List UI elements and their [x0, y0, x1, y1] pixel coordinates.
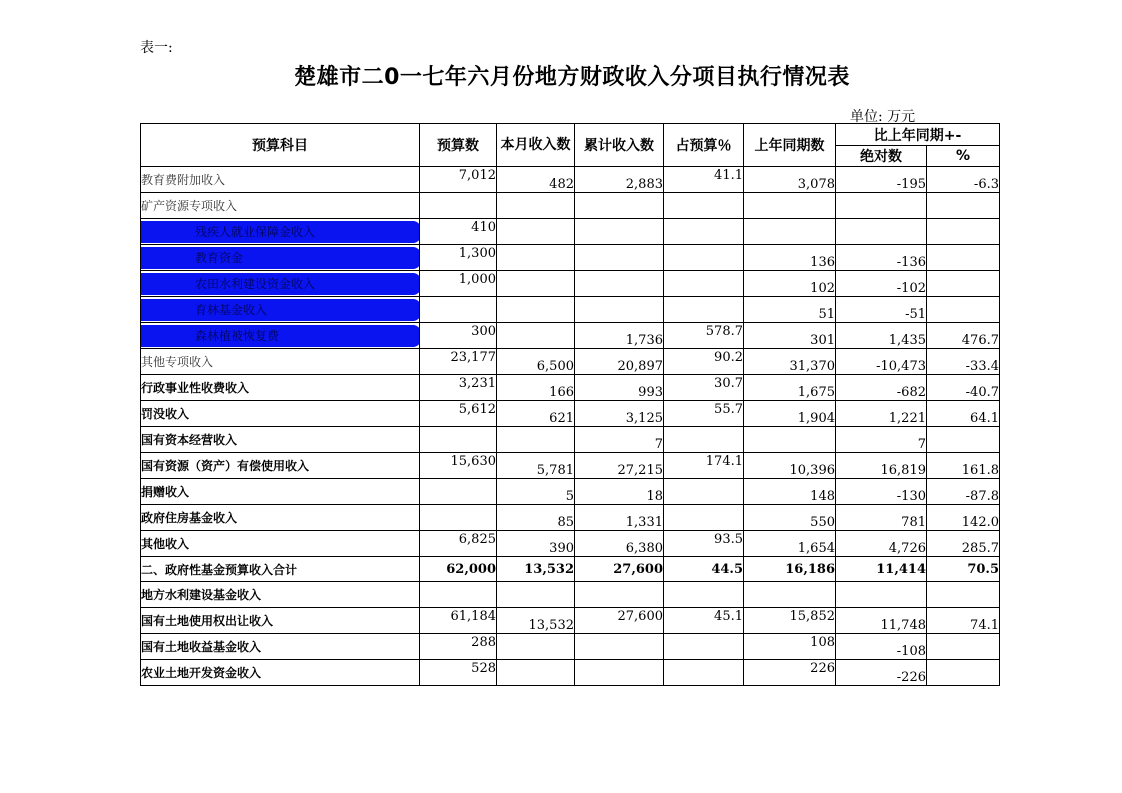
- cell-budget: 410: [420, 219, 497, 245]
- cell-month: 5: [497, 479, 575, 505]
- cell-abs: -136: [836, 245, 927, 271]
- cell-budget: 288: [420, 634, 497, 660]
- cell-month: [497, 193, 575, 219]
- cell-prev: 3,078: [744, 167, 836, 193]
- cell-budget: [420, 505, 497, 531]
- cell-month: 6,500: [497, 349, 575, 375]
- cell-cumulative: 27,215: [575, 453, 664, 479]
- row-name: 政府住房基金收入: [141, 505, 420, 531]
- row-name: 捐赠收入: [141, 479, 420, 505]
- row-name-highlighted: [141, 297, 420, 323]
- cell-budget: [420, 297, 497, 323]
- cell-budget: [420, 479, 497, 505]
- table-row: [141, 401, 1000, 427]
- cell-prev: 301: [744, 323, 836, 349]
- cell-budget: [420, 582, 497, 608]
- cell-percent: [927, 582, 1000, 608]
- cell-percent: 476.7: [927, 323, 1000, 349]
- table-row: [141, 453, 1000, 479]
- cell-pct: 45.1: [664, 608, 744, 634]
- table-row: [141, 167, 1000, 193]
- cell-abs: -226: [836, 660, 927, 686]
- cell-prev: 148: [744, 479, 836, 505]
- cell-month: [497, 660, 575, 686]
- row-name: 其他专项收入: [141, 349, 420, 375]
- cell-pct: [664, 634, 744, 660]
- highlighted-label: 教育资金: [141, 247, 420, 269]
- cell-abs: 1,435: [836, 323, 927, 349]
- table-row: [141, 479, 1000, 505]
- cell-budget: 1,000: [420, 271, 497, 297]
- header-percent: %: [927, 146, 1000, 167]
- cell-abs: [836, 219, 927, 245]
- header-cumulative: 累计收入数: [575, 124, 664, 167]
- cell-budget: 7,012: [420, 167, 497, 193]
- table-row-total: [141, 557, 1000, 582]
- cell-pct: 578.7: [664, 323, 744, 349]
- cell-pct: [664, 245, 744, 271]
- cell-prev: 15,852: [744, 608, 836, 634]
- header-abs: 绝对数: [836, 146, 927, 167]
- cell-abs: -10,473: [836, 349, 927, 375]
- cell-percent: [927, 427, 1000, 453]
- cell-cumulative: [575, 634, 664, 660]
- table-row: [141, 505, 1000, 531]
- cell-budget: [420, 427, 497, 453]
- cell-budget: 528: [420, 660, 497, 686]
- cell-prev: 108: [744, 634, 836, 660]
- cell-abs: 11,748: [836, 608, 927, 634]
- cell-percent: -40.7: [927, 375, 1000, 401]
- cell-prev: 1,904: [744, 401, 836, 427]
- cell-abs: 1,221: [836, 401, 927, 427]
- cell-abs: 16,819: [836, 453, 927, 479]
- row-name: 国有土地使用权出让收入: [141, 608, 420, 634]
- row-name-highlighted: [141, 271, 420, 297]
- row-name: 二、政府性基金预算收入合计: [141, 557, 420, 582]
- table-row: [141, 375, 1000, 401]
- table-row: [141, 582, 1000, 608]
- cell-percent: [927, 219, 1000, 245]
- table-row: [141, 660, 1000, 686]
- row-name-highlighted: [141, 219, 420, 245]
- cell-percent: 285.7: [927, 531, 1000, 557]
- cell-budget: 5,612: [420, 401, 497, 427]
- cell-prev: 1,675: [744, 375, 836, 401]
- cell-cumulative: 7: [575, 427, 664, 453]
- row-name-highlighted: [141, 323, 420, 349]
- cell-cumulative: [575, 297, 664, 323]
- cell-month: [497, 582, 575, 608]
- cell-cumulative: 3,125: [575, 401, 664, 427]
- cell-budget: 15,630: [420, 453, 497, 479]
- table-row: [141, 634, 1000, 660]
- cell-prev: 102: [744, 271, 836, 297]
- cell-pct: [664, 427, 744, 453]
- table-row: [141, 349, 1000, 375]
- cell-pct: 41.1: [664, 167, 744, 193]
- cell-month: [497, 245, 575, 271]
- cell-month: 13,532: [497, 608, 575, 634]
- cell-prev: [744, 427, 836, 453]
- cell-pct: 44.5: [664, 557, 744, 582]
- cell-percent: -87.8: [927, 479, 1000, 505]
- highlighted-label: 育林基金收入: [141, 299, 420, 321]
- cell-percent: 70.5: [927, 557, 1000, 582]
- cell-abs: [836, 193, 927, 219]
- cell-prev: [744, 193, 836, 219]
- row-name: 国有土地收益基金收入: [141, 634, 420, 660]
- cell-month: 5,781: [497, 453, 575, 479]
- table-row-highlighted: [141, 323, 1000, 349]
- cell-abs: -108: [836, 634, 927, 660]
- cell-month: 13,532: [497, 557, 575, 582]
- cell-pct: [664, 505, 744, 531]
- cell-abs: -682: [836, 375, 927, 401]
- cell-abs: 781: [836, 505, 927, 531]
- cell-cumulative: [575, 271, 664, 297]
- cell-percent: [927, 297, 1000, 323]
- cell-cumulative: 27,600: [575, 557, 664, 582]
- cell-prev: 51: [744, 297, 836, 323]
- cell-abs: [836, 582, 927, 608]
- cell-cumulative: 18: [575, 479, 664, 505]
- cell-prev: [744, 219, 836, 245]
- table-label: 表一:: [140, 40, 173, 56]
- cell-percent: [927, 193, 1000, 219]
- cell-month: 482: [497, 167, 575, 193]
- cell-prev: 136: [744, 245, 836, 271]
- cell-budget: 300: [420, 323, 497, 349]
- cell-budget: [420, 193, 497, 219]
- cell-prev: 226: [744, 660, 836, 686]
- cell-cumulative: [575, 245, 664, 271]
- cell-abs: -102: [836, 271, 927, 297]
- highlighted-label: 农田水利建设资金收入: [141, 273, 420, 295]
- cell-prev: 550: [744, 505, 836, 531]
- cell-cumulative: 1,331: [575, 505, 664, 531]
- cell-percent: [927, 245, 1000, 271]
- cell-pct: [664, 660, 744, 686]
- header-pct: 占预算％: [664, 124, 744, 167]
- cell-percent: -33.4: [927, 349, 1000, 375]
- cell-pct: [664, 479, 744, 505]
- cell-prev: 1,654: [744, 531, 836, 557]
- cell-cumulative: 27,600: [575, 608, 664, 634]
- cell-pct: 90.2: [664, 349, 744, 375]
- table-row-highlighted: [141, 219, 1000, 245]
- table-row: [141, 193, 1000, 219]
- row-name-highlighted: [141, 245, 420, 271]
- cell-abs: 7: [836, 427, 927, 453]
- cell-abs: -130: [836, 479, 927, 505]
- header-budget: 预算数: [420, 124, 497, 167]
- row-name: 农业土地开发资金收入: [141, 660, 420, 686]
- header-prev: 上年同期数: [744, 124, 836, 167]
- cell-pct: [664, 582, 744, 608]
- highlighted-label: 森林植被恢复费: [141, 325, 420, 347]
- cell-percent: [927, 634, 1000, 660]
- row-name: 教育费附加收入: [141, 167, 420, 193]
- cell-cumulative: 1,736: [575, 323, 664, 349]
- cell-cumulative: [575, 219, 664, 245]
- cell-percent: [927, 660, 1000, 686]
- cell-pct: [664, 297, 744, 323]
- cell-cumulative: 20,897: [575, 349, 664, 375]
- cell-percent: 64.1: [927, 401, 1000, 427]
- header-item: 预算科目: [141, 124, 420, 167]
- cell-abs: -51: [836, 297, 927, 323]
- cell-prev: 16,186: [744, 557, 836, 582]
- cell-budget: 1,300: [420, 245, 497, 271]
- cell-cumulative: 6,380: [575, 531, 664, 557]
- cell-month: 390: [497, 531, 575, 557]
- cell-abs: 4,726: [836, 531, 927, 557]
- cell-budget: 3,231: [420, 375, 497, 401]
- cell-pct: 174.1: [664, 453, 744, 479]
- cell-abs: -195: [836, 167, 927, 193]
- cell-abs: 11,414: [836, 557, 927, 582]
- row-name: 矿产资源专项收入: [141, 193, 420, 219]
- cell-prev: 10,396: [744, 453, 836, 479]
- cell-cumulative: [575, 193, 664, 219]
- highlighted-label: 残疾人就业保障金收入: [141, 221, 420, 243]
- table-row: [141, 531, 1000, 557]
- cell-prev: 31,370: [744, 349, 836, 375]
- row-name: 地方水利建设基金收入: [141, 582, 420, 608]
- cell-month: [497, 219, 575, 245]
- cell-month: 621: [497, 401, 575, 427]
- row-name: 其他收入: [141, 531, 420, 557]
- revenue-table: [140, 123, 1000, 686]
- cell-month: [497, 634, 575, 660]
- cell-budget: 23,177: [420, 349, 497, 375]
- cell-percent: 142.0: [927, 505, 1000, 531]
- cell-budget: 62,000: [420, 557, 497, 582]
- cell-cumulative: [575, 582, 664, 608]
- table-row-highlighted: [141, 245, 1000, 271]
- cell-pct: 55.7: [664, 401, 744, 427]
- cell-pct: [664, 193, 744, 219]
- cell-month: [497, 271, 575, 297]
- table-row: [141, 608, 1000, 634]
- cell-cumulative: [575, 660, 664, 686]
- row-name: 国有资源（资产）有偿使用收入: [141, 453, 420, 479]
- unit-label: 单位: 万元: [850, 109, 916, 125]
- cell-pct: 93.5: [664, 531, 744, 557]
- cell-budget: 61,184: [420, 608, 497, 634]
- header-compare: 比上年同期+-: [836, 124, 1000, 146]
- page-title: 楚雄市二0一七年六月份地方财政收入分项目执行情况表: [294, 65, 850, 90]
- table-row: [141, 427, 1000, 453]
- cell-month: [497, 297, 575, 323]
- cell-prev: [744, 582, 836, 608]
- cell-percent: -6.3: [927, 167, 1000, 193]
- cell-month: [497, 427, 575, 453]
- cell-pct: 30.7: [664, 375, 744, 401]
- cell-pct: [664, 271, 744, 297]
- cell-month: [497, 323, 575, 349]
- table-row-highlighted: [141, 297, 1000, 323]
- cell-percent: [927, 271, 1000, 297]
- cell-cumulative: 993: [575, 375, 664, 401]
- cell-cumulative: 2,883: [575, 167, 664, 193]
- cell-percent: 161.8: [927, 453, 1000, 479]
- row-name: 行政事业性收费收入: [141, 375, 420, 401]
- header-month: 本月收入数: [497, 124, 575, 167]
- cell-budget: 6,825: [420, 531, 497, 557]
- cell-pct: [664, 219, 744, 245]
- table-row-highlighted: [141, 271, 1000, 297]
- row-name: 罚没收入: [141, 401, 420, 427]
- cell-percent: 74.1: [927, 608, 1000, 634]
- cell-month: 166: [497, 375, 575, 401]
- row-name: 国有资本经营收入: [141, 427, 420, 453]
- cell-month: 85: [497, 505, 575, 531]
